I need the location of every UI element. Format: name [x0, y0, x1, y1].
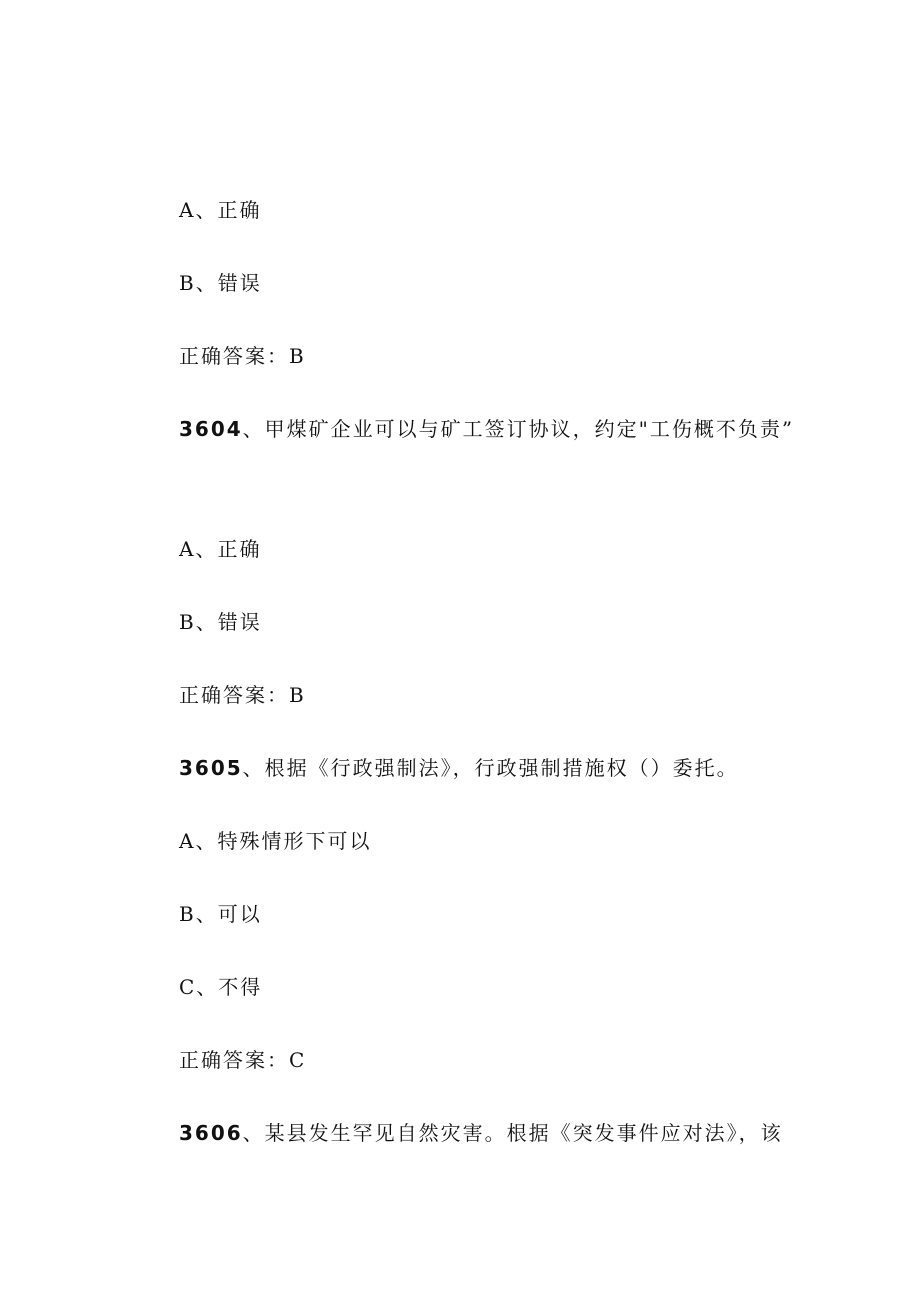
q3606-number: 3606: [179, 1121, 243, 1145]
q3603-option-b: B、错误: [179, 271, 262, 295]
q3604-stem: 、甲煤矿企业可以与矿工签订协议，约定"工伤概不负责”: [242, 417, 795, 441]
q3604-option-a: A、正确: [179, 537, 262, 561]
q3605-option-b: B、可以: [179, 902, 262, 926]
q3605-stem: 、根据《行政强制法》，行政强制措施权（）委托。: [242, 756, 739, 780]
q3605-option-c: C、不得: [179, 975, 263, 999]
q3604-option-b: B、错误: [179, 610, 262, 634]
q3603-answer: 正确答案：B: [179, 344, 306, 368]
q3605-question: [179, 756, 739, 780]
q3604-number: 3604: [179, 417, 243, 441]
q3606-stem: 、某县发生罕见自然灾害。根据《突发事件应对法》，该: [242, 1121, 783, 1145]
q3606-question: [179, 1121, 783, 1145]
q3604-answer: 正确答案：B: [179, 683, 306, 707]
q3605-answer: 正确答案：C: [179, 1048, 307, 1072]
q3604-question: [179, 417, 794, 441]
q3605-number: 3605: [179, 756, 243, 780]
q3605-option-a: A、特殊情形下可以: [179, 829, 372, 853]
q3603-option-a: A、正确: [179, 198, 262, 222]
